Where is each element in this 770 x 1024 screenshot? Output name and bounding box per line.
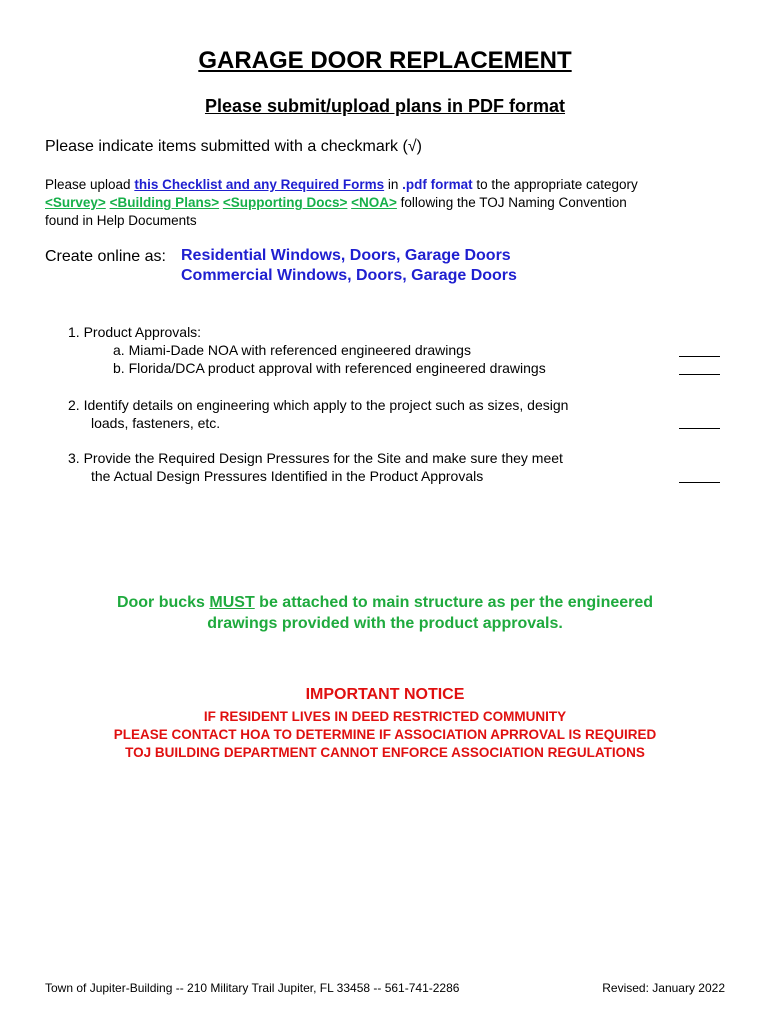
checkmark-instruction: Please indicate items submitted with a checkmark (√) [45,138,422,155]
create-online-label: Create online as: [45,248,166,265]
checklist-item-1a: a. Miami-Dade NOA with referenced engineered drawings [113,342,471,358]
door-notice-must: MUST [209,594,255,611]
upload-text-3: to the appropriate category [472,177,638,192]
document-title: GARAGE DOOR REPLACEMENT [198,47,572,74]
checkmark-blank-1a[interactable] [679,356,720,357]
checklist-item-3-cont: the Actual Design Pressures Identified in the Product Approvals [91,468,484,484]
checkmark-blank-3[interactable] [679,482,720,483]
door-notice-text-1: Door bucks [116,594,210,611]
footer-revised: Revised: January 2022 [602,981,725,995]
supporting-docs-category-link[interactable]: <Supporting Docs> [222,195,348,210]
important-notice-heading: IMPORTANT NOTICE [305,686,465,703]
upload-text-5: found in Help Documents [45,213,197,228]
notice-line-1: IF RESIDENT LIVES IN DEED RESTRICTED COMMUNITY [203,709,567,724]
residential-option[interactable]: Residential Windows, Doors, Garage Doors [181,247,511,264]
checklist-item-2-cont: loads, fasteners, etc. [91,415,221,431]
notice-line-3: TOJ BUILDING DEPARTMENT CANNOT ENFORCE ASSOCIATION REGULATIONS [125,745,645,760]
door-bucks-notice [0,592,770,634]
upload-text-1: Please upload [45,177,135,192]
checklist-item-1: 1. Product Approvals: [68,324,202,340]
door-notice-text-3: drawings provided with the product approvals. [207,615,563,632]
checklist-item-2: 2. Identify details on engineering which apply to the project such as sizes, design [68,397,569,413]
document-subtitle: Please submit/upload plans in PDF format [204,96,566,116]
survey-category-link[interactable]: <Survey> [45,195,106,210]
notice-line-2: PLEASE CONTACT HOA TO DETERMINE IF ASSOCIATION APRROVAL IS REQUIRED [113,727,657,742]
noa-category-link[interactable]: <NOA> [351,195,397,210]
footer-address: Town of Jupiter-Building -- 210 Military Trail Jupiter, FL 33458 -- 561-741-2286 [45,981,460,995]
checklist-item-3: 3. Provide the Required Design Pressures for the Site and make sure they meet [68,450,563,466]
upload-text-2: in [384,177,403,192]
commercial-option[interactable]: Commercial Windows, Doors, Garage Doors [181,267,517,284]
upload-instructions [45,176,725,230]
door-notice-text-2: be attached to main structure as per the engineered [254,594,654,611]
important-notice-body [0,708,770,762]
building-plans-category-link[interactable]: <Building Plans> [109,195,220,210]
upload-text-4: following the TOJ Naming Convention [396,195,627,210]
checklist-item-1b: b. Florida/DCA product approval with referenced engineered drawings [113,360,546,376]
pdf-format-text: .pdf format [402,177,473,192]
checkmark-blank-1b[interactable] [679,374,720,375]
checkmark-blank-2[interactable] [679,428,720,429]
checklist-forms-link[interactable]: this Checklist and any Required Forms [134,177,385,192]
